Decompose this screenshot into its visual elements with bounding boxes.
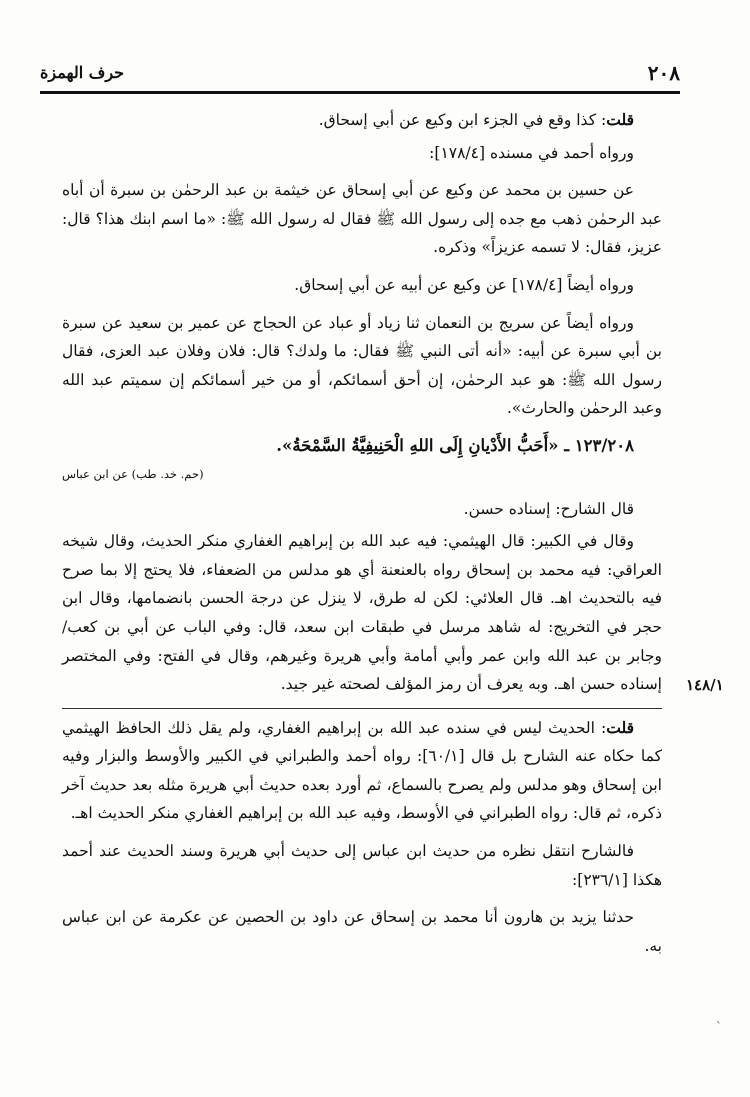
stray-mark: ˋ xyxy=(716,1020,722,1034)
paragraph-text: : الحديث ليس في سنده عبد الله بن إبراهيم الغفاري، ولم يقل ذلك الحافظ الهيثمي كما حكاه عنه الشارح بل قال [٦٠/١]: رواه أحمد والطبراني في الكبير والأوسط والبزار وفيه ابن إسحاق وهو مدلس ولم يصرح بالسماع، ثم أورد بعده حديث أبي هريرة مثله بعد حديث آخر ذكره، ثم قال: رواه الطبراني في الأوسط، وفيه عبد الله بن إبراهيم الغفاري منكر الحديث اهـ. xyxy=(62,718,662,823)
paragraph-text: : كذا وقع في الجزء ابن وكيع عن أبي إسحاق. xyxy=(318,111,607,129)
qultu-label: قلت xyxy=(606,110,634,129)
paragraph-qultu-2 xyxy=(62,714,662,828)
chapter-title: حرف الهمزة xyxy=(40,63,125,82)
source-line: (حم. خد. طب) عن ابن عباس xyxy=(62,466,204,481)
page-number: ٢٠٨ xyxy=(647,61,680,85)
paragraph: قال الشارح: إسناده حسن. xyxy=(463,499,634,518)
paragraph: عن حسين بن محمد عن وكيع عن أبي إسحاق عن خيثمة بن عبد الرحمٰن بن سبرة أن أباه عبد الرحمٰن ذهب مع جده إلى رسول الله ﷺ فقال له رسول الله ﷺ: «ما اسم ابنك هذا؟ قال: عزيز، فقال: لا تسمه عزيزاً» وذكره. xyxy=(62,181,662,257)
paragraph: حدثنا يزيد بن هارون أنا محمد بن إسحاق عن داود بن الحصين عن عكرمة عن ابن عباس به. xyxy=(62,908,662,955)
hadith-heading: ١٢٣/٢٠٨ ـ «أَحَبُّ الأَدْيانِ إِلَى اللهِ الْحَنِيفِيَّةُ السَّمْحَةُ». xyxy=(276,435,634,455)
margin-reference: ١٤٨/١ xyxy=(686,676,724,694)
paragraph: ورواه أيضاً [١٧٨/٤] عن وكيع عن أبيه عن أبي إسحاق. xyxy=(294,275,634,294)
paragraph: وقال في الكبير: قال الهيثمي: فيه عبد الله بن إبراهيم الغفاري منكر الحديث، وقال شيخه العراقي: فيه محمد بن إسحاق رواه بالعنعنة أي هو مدلس من الضعفاء، فلا يحتج إلا بما صرح فيه بالتحديث اهـ. قال العلائي: لكن له طرق، لا ينزل عن درجة الحسن بانضمامها، وقال ابن حجر في التخريج: له شاهد مرسل في طبقات ابن سعد، قال: وفي الباب عن أبي بن كعب/ وجابر بن عبد الله وابن عمر وأبي أمامة وأبي هريرة وغيرهم، وقال في الفتح: وفي المختصر إسناده حسن اهـ. وبه يعرف أن رمز المؤلف لصحته غير جيد. xyxy=(62,532,662,694)
paragraph: فالشارح انتقل نظره من حديث ابن عباس إلى حديث أبي هريرة وسند الحديث عند أحمد هكذا [٢٣٦/١]: xyxy=(62,842,662,889)
paragraph: ورواه أيضاً عن سريج بن النعمان ثنا زياد أو عباد عن الحجاج عن عمير بن سعيد عن سبرة بن أبي سبرة عن أبيه: «أنه أتى النبي ﷺ فقال: ما ولدك؟ قال: فلان وفلان عبد العزى، فقال رسول الله ﷺ: هو عبد الرحمٰن، إن أحق أسمائكم، أو من خير أسمائكم إن سميتم عبد الله وعبد الرحمٰن والحارث». xyxy=(62,313,662,418)
page-body xyxy=(62,106,662,964)
paragraph: ورواه أحمد في مسنده [١٧٨/٤]: xyxy=(429,143,634,162)
qultu-label: قلت xyxy=(606,717,634,737)
paragraph-qultu-1 xyxy=(62,106,662,135)
page-header xyxy=(40,55,680,95)
header-rule xyxy=(40,91,680,94)
section-divider xyxy=(62,708,662,709)
